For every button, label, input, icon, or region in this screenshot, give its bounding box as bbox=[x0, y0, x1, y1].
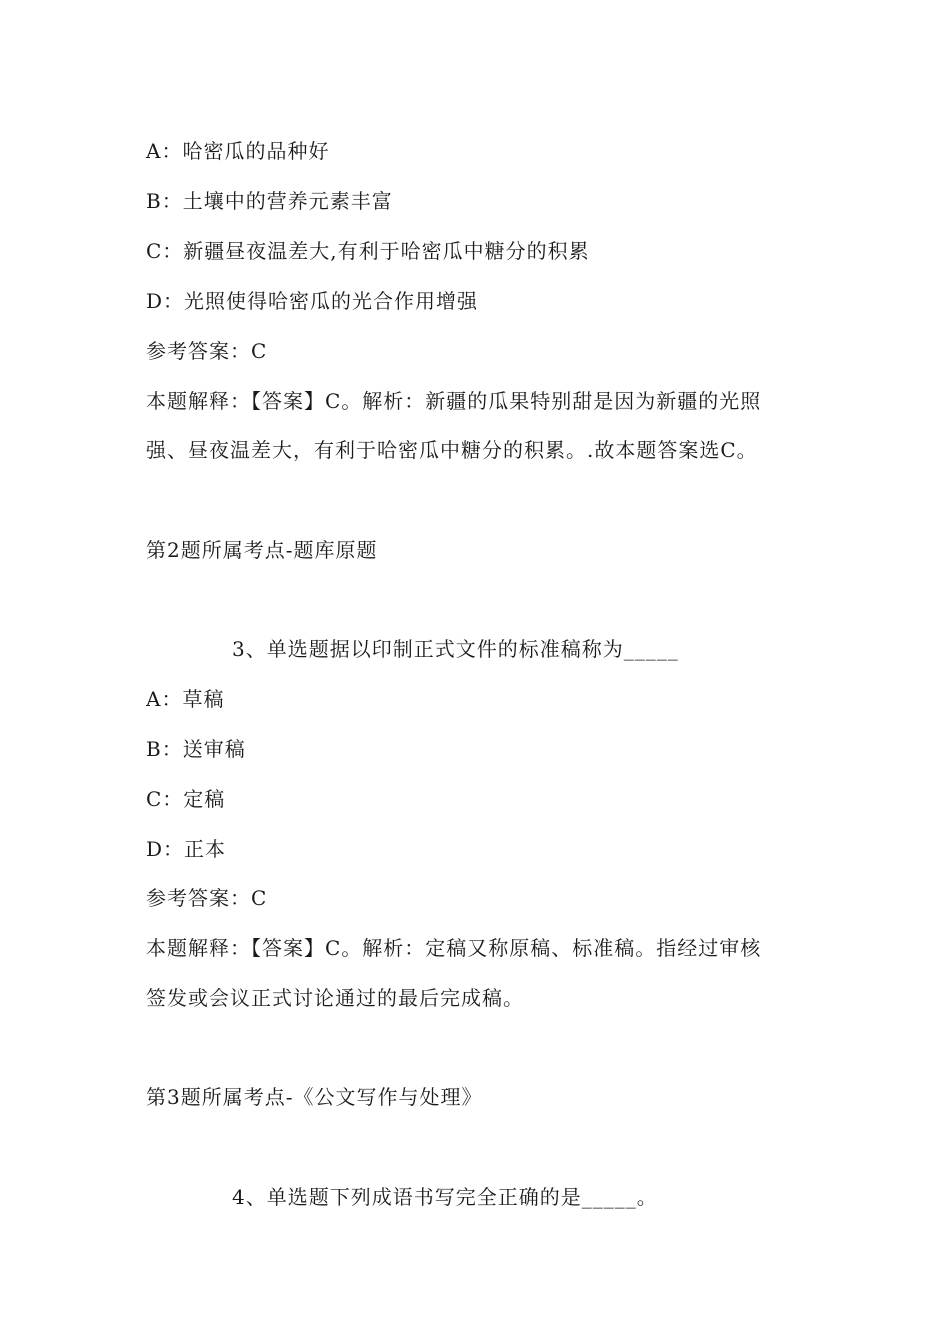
q3-option-a: A：草稿 bbox=[146, 687, 225, 711]
q2-option-d: D：光照使得哈密瓜的光合作用增强 bbox=[146, 289, 479, 313]
q2-option-b: B：土壤中的营养元素丰富 bbox=[146, 189, 393, 213]
q3-option-b: B：送审稿 bbox=[146, 737, 246, 761]
q4-title: 4、单选题下列成语书写完全正确的是_____。 bbox=[232, 1185, 658, 1209]
q3-answer: 参考答案：C bbox=[146, 886, 268, 910]
q2-option-c: C：新疆昼夜温差大,有利于哈密瓜中糖分的积累 bbox=[146, 239, 590, 263]
q3-topic: 第3题所属考点-《公文写作与处理》 bbox=[146, 1085, 483, 1109]
q3-option-c: C：定稿 bbox=[146, 787, 226, 811]
q2-topic: 第2题所属考点-题库原题 bbox=[146, 538, 378, 562]
q3-title: 3、单选题据以印制正式文件的标准稿称为_____ bbox=[232, 637, 679, 661]
q2-answer: 参考答案：C bbox=[146, 339, 268, 363]
q2-option-a: A：哈密瓜的品种好 bbox=[146, 139, 330, 163]
q3-option-d: D：正本 bbox=[146, 837, 227, 861]
q2-explanation-line2: 强、昼夜温差大，有利于哈密瓜中糖分的积累。.故本题答案选C。 bbox=[146, 438, 758, 462]
q3-explanation-line1: 本题解释：【答案】C。解析：定稿又称原稿、标准稿。指经过审核 bbox=[146, 936, 762, 960]
q2-explanation-line1: 本题解释：【答案】C。解析：新疆的瓜果特别甜是因为新疆的光照 bbox=[146, 389, 762, 413]
q3-explanation-line2: 签发或会议正式讨论通过的最后完成稿。 bbox=[146, 986, 524, 1010]
